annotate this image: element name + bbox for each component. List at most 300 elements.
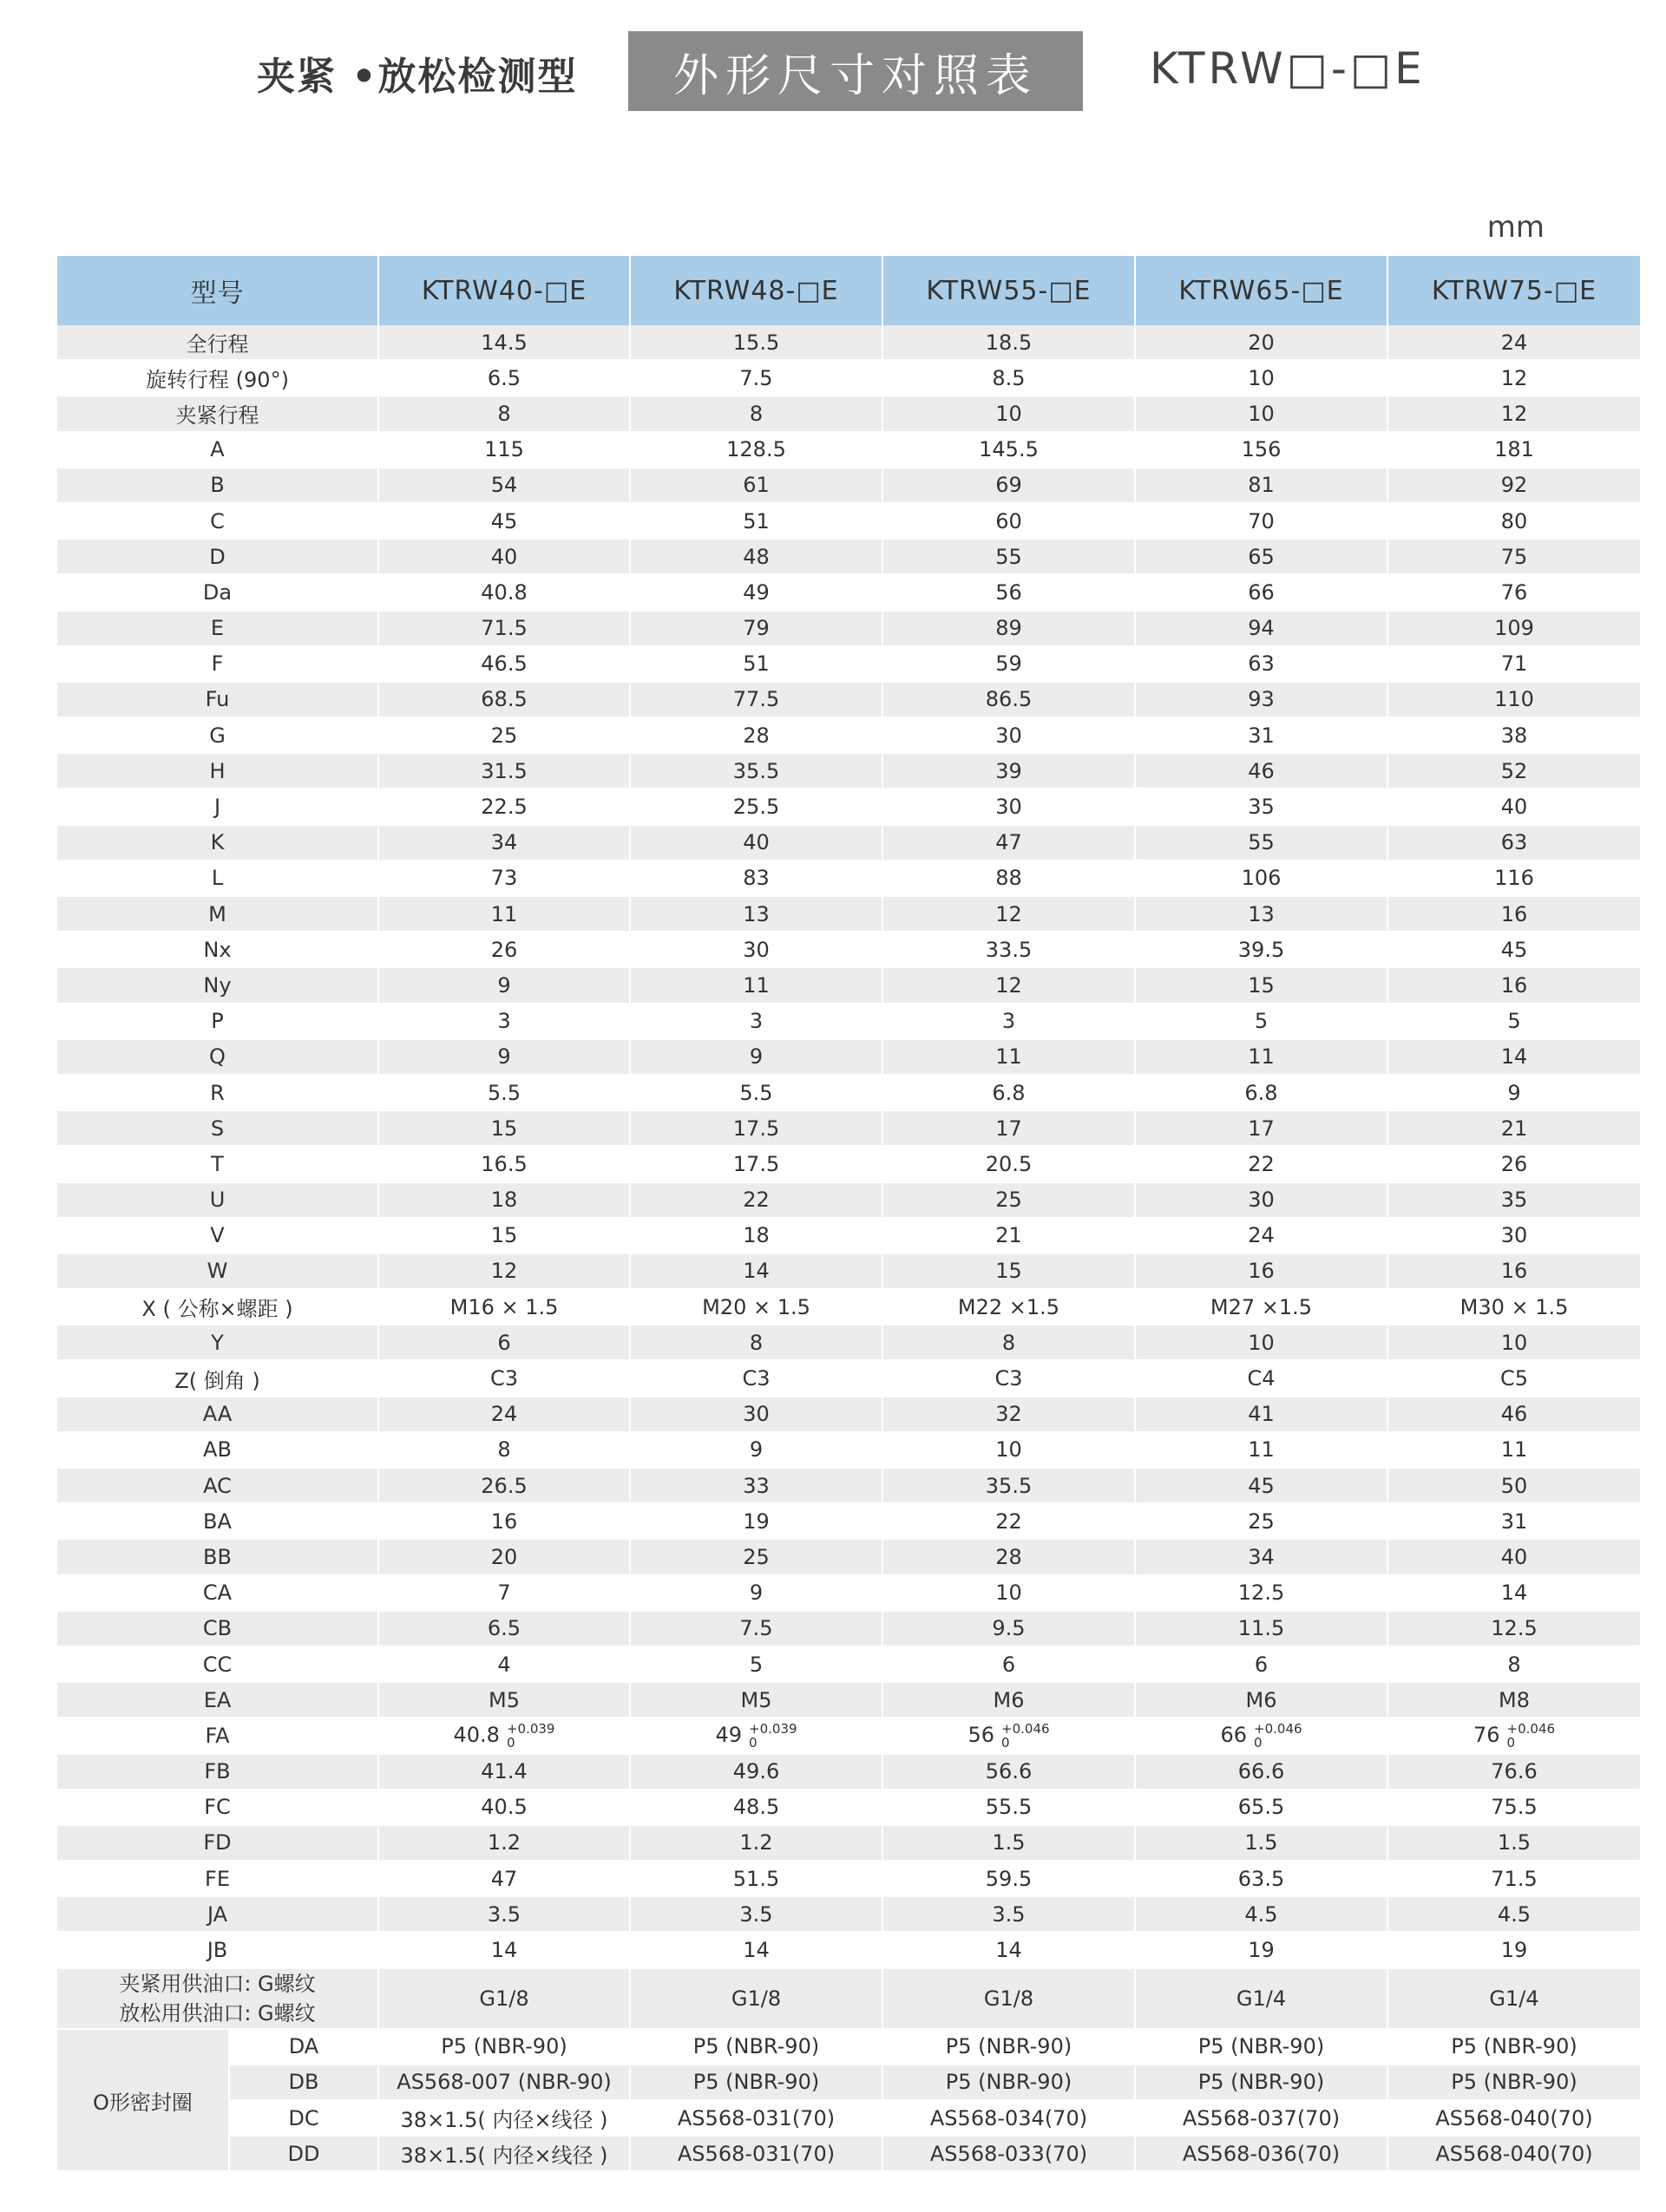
category-title: 夹紧 •放松检测型 — [257, 55, 578, 99]
row-label: Y — [57, 1325, 378, 1360]
row-label: A — [57, 432, 378, 468]
row-label: CA — [57, 1575, 378, 1611]
row-label: Q — [57, 1039, 378, 1075]
value-cell: 10 — [1135, 396, 1387, 431]
value-cell: 30 — [882, 717, 1135, 753]
value-cell: 45 — [1387, 932, 1640, 967]
value-cell: 24 — [1387, 325, 1640, 360]
value-cell: 66 — [1135, 574, 1387, 610]
value-cell: 11 — [630, 967, 882, 1003]
table-row — [57, 1932, 1640, 1967]
row-label: Da — [57, 574, 378, 610]
table-row — [57, 1039, 1640, 1075]
value-cell: 34 — [378, 825, 630, 861]
oring-sub-label: DD — [229, 2136, 378, 2171]
value-cell: 15 — [378, 1110, 630, 1146]
value-cell: AS568-040(70) — [1387, 2100, 1640, 2136]
value-cell: 14.5 — [378, 325, 630, 360]
table-row — [57, 1146, 1640, 1181]
value-cell: 41.4 — [378, 1754, 630, 1790]
value-cell: 40.8 — [378, 574, 630, 610]
value-cell: 39 — [882, 753, 1135, 789]
value-cell: 22 — [1135, 1146, 1387, 1181]
row-label: Z( 倒角 ) — [57, 1360, 378, 1396]
corner-header: 型号 — [57, 256, 378, 325]
value-cell: 13 — [1135, 896, 1387, 932]
value-cell: 11 — [1135, 1039, 1387, 1075]
value-cell: 3.5 — [882, 1896, 1135, 1932]
value-cell: 35.5 — [630, 753, 882, 789]
value-cell: 11 — [882, 1039, 1135, 1075]
value-cell: 31.5 — [378, 753, 630, 789]
value-cell: 15 — [378, 1218, 630, 1253]
value-cell: 156 — [1135, 432, 1387, 468]
value-cell: 73 — [378, 861, 630, 896]
value-cell: 14 — [630, 1932, 882, 1967]
value-cell: 51 — [630, 503, 882, 539]
tolerance-lower: 0 — [1254, 1734, 1263, 1751]
value-cell: 8 — [882, 1325, 1135, 1360]
value-cell: 6 — [882, 1646, 1135, 1682]
table-row — [57, 1575, 1640, 1611]
tolerance-base: 76 — [1473, 1722, 1500, 1747]
tolerance-lower: 0 — [506, 1734, 515, 1751]
value-cell: 40 — [1387, 1539, 1640, 1574]
value-cell: G1/8 — [378, 1968, 630, 2029]
value-cell: 81 — [1135, 468, 1387, 503]
value-cell: 26.5 — [378, 1468, 630, 1503]
row-label: FC — [57, 1790, 378, 1825]
value-cell: 11.5 — [1135, 1611, 1387, 1646]
value-cell: 66.6 — [1135, 1754, 1387, 1790]
table-row — [57, 2029, 1640, 2065]
value-cell: 30 — [1135, 1182, 1387, 1218]
value-cell: 21 — [1387, 1110, 1640, 1146]
tolerance-stack — [1254, 1722, 1302, 1750]
table-row — [57, 360, 1640, 396]
value-cell: AS568-033(70) — [882, 2136, 1135, 2171]
value-cell: 14 — [1387, 1575, 1640, 1611]
value-cell: 109 — [1387, 611, 1640, 646]
value-cell: 9 — [378, 967, 630, 1003]
value-cell: 5 — [1387, 1004, 1640, 1039]
row-label: R — [57, 1075, 378, 1110]
value-cell: 41 — [1135, 1397, 1387, 1432]
value-cell: 6.8 — [882, 1075, 1135, 1110]
value-cell: 52 — [1387, 753, 1640, 789]
value-cell: M6 — [882, 1682, 1135, 1718]
tolerance-upper: +0.046 — [1001, 1720, 1050, 1737]
value-cell: 71 — [1387, 646, 1640, 682]
value-cell: 11 — [1135, 1432, 1387, 1468]
table-row — [57, 861, 1640, 896]
value-cell: 7 — [378, 1575, 630, 1611]
model-header: KTRW75-□E — [1387, 256, 1640, 325]
value-cell: 10 — [882, 1432, 1135, 1468]
value-cell: 49 — [630, 574, 882, 610]
value-cell: 94 — [1135, 611, 1387, 646]
value-cell: 1.2 — [378, 1825, 630, 1861]
tolerance-lower: 0 — [749, 1734, 758, 1751]
value-cell: 12.5 — [1135, 1575, 1387, 1611]
value-cell: 5 — [630, 1646, 882, 1682]
value-cell: C3 — [630, 1360, 882, 1396]
table-row — [57, 1218, 1640, 1253]
value-cell: 46 — [1387, 1397, 1640, 1432]
value-cell: 9.5 — [882, 1611, 1135, 1646]
tolerance-stack — [749, 1722, 797, 1750]
value-cell: 55.5 — [882, 1790, 1135, 1825]
value-cell: AS568-040(70) — [1387, 2136, 1640, 2171]
value-cell: 45 — [1135, 1468, 1387, 1503]
value-cell: 19 — [1387, 1932, 1640, 1967]
value-cell: 181 — [1387, 432, 1640, 468]
value-cell: 17.5 — [630, 1146, 882, 1181]
value-cell: 60 — [882, 503, 1135, 539]
value-cell: 9 — [378, 1039, 630, 1075]
table-row — [57, 1253, 1640, 1289]
value-cell: 71.5 — [1387, 1861, 1640, 1896]
value-cell: 56 — [882, 574, 1135, 610]
value-cell: 83 — [630, 861, 882, 896]
value-cell: 25 — [882, 1182, 1135, 1218]
value-cell: 51 — [630, 646, 882, 682]
value-cell: 1.2 — [630, 1825, 882, 1861]
value-cell: 12.5 — [1387, 1611, 1640, 1646]
row-label: W — [57, 1253, 378, 1289]
value-cell: 14 — [378, 1932, 630, 1967]
row-label: Nx — [57, 932, 378, 967]
row-label: AA — [57, 1397, 378, 1432]
row-label: 夹紧行程 — [57, 396, 378, 431]
tolerance-cell — [1387, 1718, 1640, 1753]
value-cell: 10 — [1135, 1325, 1387, 1360]
table-row — [57, 396, 1640, 431]
value-cell: C5 — [1387, 1360, 1640, 1396]
value-cell: 20 — [1135, 325, 1387, 360]
table-row — [57, 2100, 1640, 2136]
value-cell: M27 ×1.5 — [1135, 1289, 1387, 1325]
table-row — [57, 1468, 1640, 1503]
table-row — [57, 1432, 1640, 1468]
tolerance-base: 49 — [715, 1722, 743, 1747]
value-cell: 7.5 — [630, 1611, 882, 1646]
table-row — [57, 1611, 1640, 1646]
value-cell: 28 — [630, 717, 882, 753]
value-cell: 47 — [882, 825, 1135, 861]
table-row — [57, 1360, 1640, 1396]
value-cell: P5 (NBR-90) — [1387, 2065, 1640, 2100]
row-label: FA — [57, 1718, 378, 1753]
value-cell: 48.5 — [630, 1790, 882, 1825]
tolerance-cell — [630, 1718, 882, 1753]
value-cell: 31 — [1387, 1503, 1640, 1539]
value-cell: 15.5 — [630, 325, 882, 360]
oil-port-label-clamp: 夹紧用供油口: G螺纹 — [119, 1971, 316, 1996]
table-row — [57, 1754, 1640, 1790]
value-cell: 10 — [882, 1575, 1135, 1611]
table-row — [57, 432, 1640, 468]
value-cell: 13 — [630, 896, 882, 932]
value-cell: 16.5 — [378, 1146, 630, 1181]
value-cell: 46 — [1135, 753, 1387, 789]
table-row — [57, 717, 1640, 753]
value-cell: 9 — [630, 1432, 882, 1468]
value-cell: 3.5 — [378, 1896, 630, 1932]
table-row — [57, 1004, 1640, 1039]
value-cell: 6.8 — [1135, 1075, 1387, 1110]
table-row — [57, 325, 1640, 360]
value-cell: 12 — [1387, 396, 1640, 431]
value-cell: 79 — [630, 611, 882, 646]
value-cell: 3 — [630, 1004, 882, 1039]
table-row — [57, 2136, 1640, 2171]
value-cell: G1/8 — [630, 1968, 882, 2029]
row-label: B — [57, 468, 378, 503]
tolerance-stack — [507, 1722, 555, 1750]
value-cell: 106 — [1135, 861, 1387, 896]
value-cell: M5 — [378, 1682, 630, 1718]
row-label: CB — [57, 1611, 378, 1646]
value-cell: 46.5 — [378, 646, 630, 682]
value-cell: 22 — [882, 1503, 1135, 1539]
value-cell: 40 — [630, 825, 882, 861]
row-label: T — [57, 1146, 378, 1181]
value-cell: 17 — [882, 1110, 1135, 1146]
value-cell: 6 — [378, 1325, 630, 1360]
value-cell: 10 — [882, 396, 1135, 431]
oil-port-label-release: 放松用供油口: G螺纹 — [119, 2000, 316, 2025]
tolerance-upper: +0.039 — [749, 1720, 797, 1737]
value-cell: 8 — [630, 396, 882, 431]
row-label: EA — [57, 1682, 378, 1718]
value-cell: 56.6 — [882, 1754, 1135, 1790]
value-cell: P5 (NBR-90) — [630, 2029, 882, 2065]
tolerance-upper: +0.046 — [1506, 1720, 1556, 1737]
model-header: KTRW65-□E — [1135, 256, 1387, 325]
value-cell: P5 (NBR-90) — [378, 2029, 630, 2065]
value-cell: 49.6 — [630, 1754, 882, 1790]
value-cell: C3 — [882, 1360, 1135, 1396]
value-cell: 65.5 — [1135, 1790, 1387, 1825]
table-row — [57, 539, 1640, 574]
value-cell: M22 ×1.5 — [882, 1289, 1135, 1325]
value-cell: 69 — [882, 468, 1135, 503]
value-cell: 3.5 — [630, 1896, 882, 1932]
value-cell: 22 — [630, 1182, 882, 1218]
model-series-title: KTRW□-□E — [1150, 43, 1426, 94]
value-cell: 4.5 — [1387, 1896, 1640, 1932]
oring-label: O形密封圈 — [57, 2029, 229, 2172]
value-cell: 40 — [378, 539, 630, 574]
row-label: P — [57, 1004, 378, 1039]
value-cell: 30 — [630, 1397, 882, 1432]
value-cell: 17.5 — [630, 1110, 882, 1146]
value-cell: 38 — [1387, 717, 1640, 753]
model-header: KTRW48-□E — [630, 256, 882, 325]
value-cell: AS568-037(70) — [1135, 2100, 1387, 2136]
value-cell: G1/8 — [882, 1968, 1135, 2029]
table-row — [57, 574, 1640, 610]
value-cell: 8 — [378, 396, 630, 431]
row-label: L — [57, 861, 378, 896]
table-row — [57, 1397, 1640, 1432]
row-label: D — [57, 539, 378, 574]
row-label: U — [57, 1182, 378, 1218]
value-cell: 45 — [378, 503, 630, 539]
value-cell: 31 — [1135, 717, 1387, 753]
value-cell: 6.5 — [378, 360, 630, 396]
value-cell: 30 — [882, 789, 1135, 824]
value-cell: 20.5 — [882, 1146, 1135, 1181]
row-label: BB — [57, 1539, 378, 1574]
row-label: H — [57, 753, 378, 789]
table-row — [57, 503, 1640, 539]
value-cell: 59 — [882, 646, 1135, 682]
oring-sub-label: DB — [229, 2065, 378, 2100]
value-cell: 12 — [882, 896, 1135, 932]
row-label: Fu — [57, 682, 378, 717]
value-cell: M8 — [1387, 1682, 1640, 1718]
row-label: JB — [57, 1932, 378, 1967]
table-row — [57, 2065, 1640, 2100]
table-row — [57, 1896, 1640, 1932]
value-cell: 110 — [1387, 682, 1640, 717]
value-cell: 11 — [378, 896, 630, 932]
value-cell: 6.5 — [378, 1611, 630, 1646]
table-row — [57, 682, 1640, 717]
value-cell: 63.5 — [1135, 1861, 1387, 1896]
value-cell: 15 — [882, 1253, 1135, 1289]
value-cell: 9 — [1387, 1075, 1640, 1110]
value-cell: 34 — [1135, 1539, 1387, 1574]
value-cell: 38×1.5( 内径×线径 ) — [378, 2136, 630, 2171]
value-cell: 7.5 — [630, 360, 882, 396]
oring-sub-label: DA — [229, 2029, 378, 2065]
row-label: V — [57, 1218, 378, 1253]
value-cell: 4.5 — [1135, 1896, 1387, 1932]
row-label: K — [57, 825, 378, 861]
value-cell: P5 (NBR-90) — [1387, 2029, 1640, 2065]
value-cell: 25 — [630, 1539, 882, 1574]
table-row — [57, 932, 1640, 967]
value-cell: 40.5 — [378, 1790, 630, 1825]
value-cell: 32 — [882, 1397, 1135, 1432]
value-cell: M16 × 1.5 — [378, 1289, 630, 1325]
tolerance-stack — [1507, 1722, 1556, 1750]
value-cell: 20 — [378, 1539, 630, 1574]
page-title: 外形尺寸对照表 — [628, 31, 1083, 111]
value-cell: 15 — [1135, 967, 1387, 1003]
tolerance-base: 56 — [967, 1722, 995, 1747]
value-cell: 10 — [1135, 360, 1387, 396]
value-cell: 50 — [1387, 1468, 1640, 1503]
value-cell: 4 — [378, 1646, 630, 1682]
value-cell: 71.5 — [378, 611, 630, 646]
value-cell: 3 — [882, 1004, 1135, 1039]
value-cell: 12 — [378, 1253, 630, 1289]
value-cell: 75.5 — [1387, 1790, 1640, 1825]
value-cell: 5 — [1135, 1004, 1387, 1039]
value-cell: 30 — [1387, 1218, 1640, 1253]
value-cell: 88 — [882, 861, 1135, 896]
table-row — [57, 1075, 1640, 1110]
value-cell: 33.5 — [882, 932, 1135, 967]
value-cell: 16 — [1135, 1253, 1387, 1289]
tolerance-lower: 0 — [1001, 1734, 1010, 1751]
value-cell: P5 (NBR-90) — [1135, 2029, 1387, 2065]
value-cell: 25 — [1135, 1503, 1387, 1539]
value-cell: 5.5 — [378, 1075, 630, 1110]
table-row — [57, 1539, 1640, 1574]
value-cell: 77.5 — [630, 682, 882, 717]
tolerance-cell — [1135, 1718, 1387, 1753]
row-label: CC — [57, 1646, 378, 1682]
value-cell: G1/4 — [1135, 1968, 1387, 2029]
value-cell: 48 — [630, 539, 882, 574]
value-cell: 39.5 — [1135, 932, 1387, 967]
value-cell: 1.5 — [1387, 1825, 1640, 1861]
value-cell: 30 — [630, 932, 882, 967]
table-row — [57, 789, 1640, 824]
value-cell: P5 (NBR-90) — [1135, 2065, 1387, 2100]
dimension-table — [57, 256, 1640, 2172]
value-cell: 12 — [882, 967, 1135, 1003]
value-cell: 63 — [1387, 825, 1640, 861]
tolerance-base: 66 — [1220, 1722, 1248, 1747]
value-cell: 18 — [630, 1218, 882, 1253]
value-cell: C4 — [1135, 1360, 1387, 1396]
value-cell: 55 — [882, 539, 1135, 574]
value-cell: 14 — [1387, 1039, 1640, 1075]
row-label: Ny — [57, 967, 378, 1003]
value-cell: 8 — [378, 1432, 630, 1468]
row-label: 全行程 — [57, 325, 378, 360]
value-cell: 40 — [1387, 789, 1640, 824]
value-cell: 16 — [1387, 896, 1640, 932]
value-cell: 35 — [1135, 789, 1387, 824]
value-cell: 47 — [378, 1861, 630, 1896]
value-cell: 11 — [1387, 1432, 1640, 1468]
value-cell: M20 × 1.5 — [630, 1289, 882, 1325]
row-label: BA — [57, 1503, 378, 1539]
value-cell: 145.5 — [882, 432, 1135, 468]
value-cell: 16 — [378, 1503, 630, 1539]
table-row — [57, 611, 1640, 646]
value-cell: 92 — [1387, 468, 1640, 503]
table-row — [57, 1646, 1640, 1682]
value-cell: 68.5 — [378, 682, 630, 717]
value-cell: 8.5 — [882, 360, 1135, 396]
value-cell: M6 — [1135, 1682, 1387, 1718]
value-cell: 51.5 — [630, 1861, 882, 1896]
value-cell: 22.5 — [378, 789, 630, 824]
table-row — [57, 1718, 1640, 1753]
value-cell: 18.5 — [882, 325, 1135, 360]
row-label: C — [57, 503, 378, 539]
oring-sub-label: DC — [229, 2100, 378, 2136]
value-cell: 16 — [1387, 967, 1640, 1003]
value-cell: 21 — [882, 1218, 1135, 1253]
row-label: 旋转行程 (90°) — [57, 360, 378, 396]
unit-label: mm — [1486, 210, 1545, 245]
value-cell: 6 — [1135, 1646, 1387, 1682]
value-cell: 9 — [630, 1039, 882, 1075]
row-label: S — [57, 1110, 378, 1146]
row-label: J — [57, 789, 378, 824]
row-label: FD — [57, 1825, 378, 1861]
tolerance-upper: +0.039 — [506, 1720, 555, 1737]
